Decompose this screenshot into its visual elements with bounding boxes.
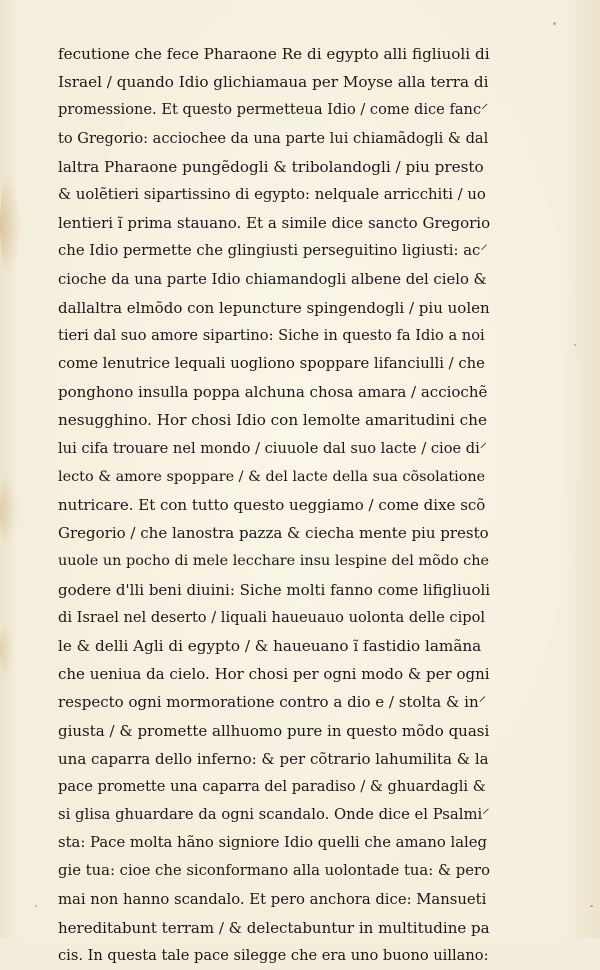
text-line: che Idio permette che glingiusti perseguitino ligiusti: ac⸍ <box>58 242 488 260</box>
paper-speck <box>553 22 556 25</box>
text-line: nesugghino. Hor chosi Idio con lemolte amaritudini che <box>58 411 487 430</box>
text-line: respecto ogni mormoratione contro a dio e / stolta & in⸍ <box>58 693 487 712</box>
text-line: sta: Pace molta hãno signiore Idio quelli che amano laleg <box>58 834 487 852</box>
text-line: mai non hanno scandalo. Et pero anchora dice: Mansueti <box>58 890 487 908</box>
text-line: si glisa ghuardare da ogni scandalo. Onde dice el Psalmi⸍ <box>58 806 490 824</box>
text-line: cioche da una parte Idio chiamandogli albene del cielo & <box>58 270 487 288</box>
text-line: uuole un pocho di mele lecchare insu lespine del mõdo che <box>58 553 490 570</box>
text-line: lentieri ĩ prima stauano. Et a simile dice sancto Gregorio <box>58 214 491 233</box>
page-stain <box>0 470 18 550</box>
text-line: che ueniua da cielo. Hor chosi per ogni modo & per ogni <box>58 665 490 684</box>
text-line: to Gregorio: acciochee da una parte lui chiamãdogli & dal <box>58 129 489 147</box>
text-line: Israel / quando Idio glichiamaua per Moyse alla terra di <box>58 73 489 92</box>
text-line: lecto & amore spoppare / & del lacte della sua cõsolatione <box>58 468 486 485</box>
text-line: laltra Pharaone pungẽdogli & tribolandogli / piu presto <box>58 157 484 176</box>
text-line: tieri dal suo amore sipartino: Siche in questo fa Idio a noi <box>58 326 485 344</box>
text-line: nutricare. Et con tutto questo ueggiamo / come dixe scõ <box>58 496 486 514</box>
text-line: lui cifa trouare nel mondo / ciuuole dal suo lacte / cioe di⸍ <box>58 439 488 457</box>
text-line: giusta / & promette allhuomo pure in questo mõdo quasi <box>58 721 490 740</box>
text-line: fecutione che fece Pharaone Re di egypto alli figliuoli di <box>58 45 490 63</box>
paper-speck <box>590 905 593 907</box>
text-line: di Israel nel deserto / liquali haueuauo uolonta delle cipol <box>58 608 486 626</box>
text-line: una caparra dello inferno: & per cõtrario lahumilita & la <box>58 749 489 768</box>
text-line: pace promette una caparra del paradiso / & ghuardagli & <box>58 777 486 795</box>
paper-speck <box>574 344 576 346</box>
text-line: promessione. Et questo permetteua Idio / come dice fanc⸍ <box>58 101 489 119</box>
text-line: le & delli Agli di egypto / & haueuano ĩ fastidio lamãna <box>58 636 482 655</box>
text-line: gie tua: cioe che siconformano alla uolontade tua: & pero <box>58 862 491 880</box>
text-line: come lenutrice lequali uogliono spoppare lifanciulli / che <box>58 355 485 373</box>
page-stain <box>0 170 22 280</box>
paper-speck <box>35 905 37 907</box>
text-line: Gregorio / che lanostra pazza & ciecha mente piu presto <box>58 524 489 543</box>
text-line: ponghono insulla poppa alchuna chosa amara / acciochẽ <box>58 383 488 402</box>
text-line: & uolẽtieri sipartissino di egypto: nelquale arricchiti / uo <box>58 185 486 203</box>
text-line: godere d'lli beni diuini: Siche molti fanno come lifigliuoli <box>58 580 491 599</box>
text-line: dallaltra elmõdo con lepuncture spingendogli / piu uolen <box>58 298 490 317</box>
text-line: hereditabunt terram / & delectabuntur in multitudine pa <box>58 918 490 937</box>
page-stain <box>0 620 14 680</box>
text-block <box>58 40 491 970</box>
text-line: cis. In questa tale pace silegge che era uno buono uillano: <box>58 947 489 964</box>
